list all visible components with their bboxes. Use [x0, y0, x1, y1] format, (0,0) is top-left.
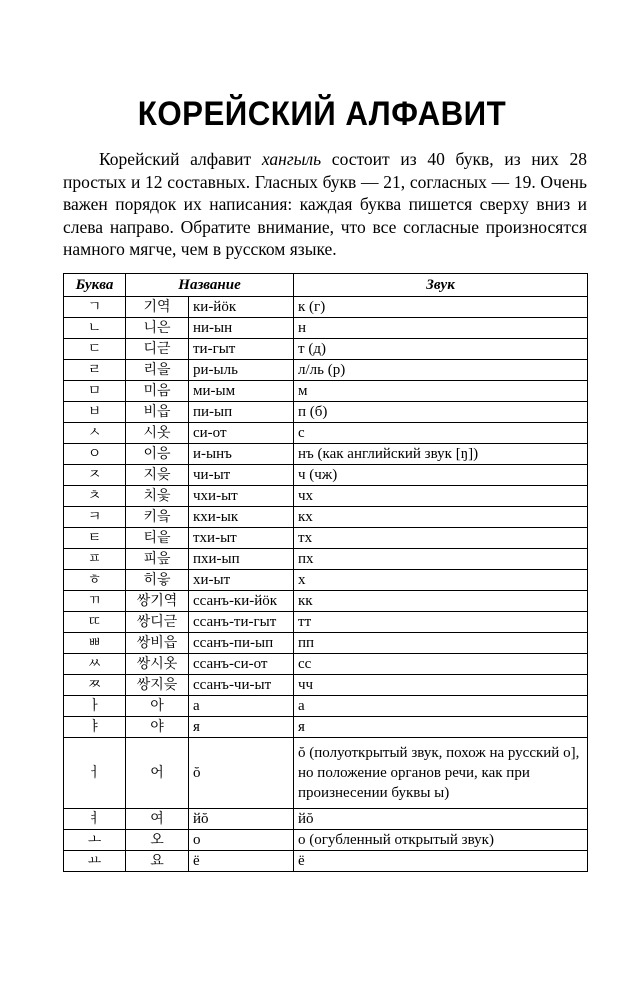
name-cell: йŏ [189, 809, 294, 830]
table-row [64, 830, 588, 851]
hangul-cell: 여 [126, 809, 189, 830]
name-cell: ссанъ-чи-ыт [189, 675, 294, 696]
name-cell: и-ынъ [189, 444, 294, 465]
header-name: Название [126, 274, 294, 297]
table-row [64, 738, 588, 809]
hangul-cell: 오 [126, 830, 189, 851]
name-cell: ссанъ-пи-ып [189, 633, 294, 654]
letter-cell: ㅌ [64, 528, 126, 549]
sound-cell: сс [294, 654, 588, 675]
name-cell: ё [189, 851, 294, 872]
hangul-cell: 피읖 [126, 549, 189, 570]
name-cell: а [189, 696, 294, 717]
sound-cell: м [294, 381, 588, 402]
sound-cell: ŏ (полуоткрытый звук, похож на русский о], но положение органов речи, как при произнесении буквы ы) [294, 738, 588, 809]
name-cell: чи-ыт [189, 465, 294, 486]
name-cell: ки-йӧк [189, 297, 294, 318]
hangul-cell: 쌍비읍 [126, 633, 189, 654]
name-cell: я [189, 717, 294, 738]
intro-text-rest: состоит из 40 букв, из них 28 простых и 12 составных. Гласных букв — 21, согласных — 19. Очень важен порядок их написания: каждая буква пишется сверху вниз и слева направо. Обратите внимание, что все согласные произносятся намного мягче, чем в русском языке. [63, 149, 587, 259]
hangul-cell: 치읓 [126, 486, 189, 507]
name-cell: ни-ын [189, 318, 294, 339]
intro-text-start: Корейский алфавит [99, 149, 262, 169]
table-row [64, 402, 588, 423]
letter-cell: ㅆ [64, 654, 126, 675]
sound-cell: т (д) [294, 339, 588, 360]
letter-cell: ㄱ [64, 297, 126, 318]
letter-cell: ㄲ [64, 591, 126, 612]
table-row [64, 444, 588, 465]
table-row [64, 570, 588, 591]
table-row [64, 507, 588, 528]
hangul-cell: 비읍 [126, 402, 189, 423]
hangul-cell: 리을 [126, 360, 189, 381]
letter-cell: ㅋ [64, 507, 126, 528]
table-row [64, 381, 588, 402]
letter-cell: ㅍ [64, 549, 126, 570]
name-cell: ти-гыт [189, 339, 294, 360]
letter-cell: ㅊ [64, 486, 126, 507]
hangul-cell: 어 [126, 738, 189, 809]
sound-cell: чч [294, 675, 588, 696]
table-row [64, 423, 588, 444]
hangul-cell: 지읒 [126, 465, 189, 486]
sound-cell: п (б) [294, 402, 588, 423]
table-row [64, 486, 588, 507]
sound-cell: тх [294, 528, 588, 549]
table-row [64, 297, 588, 318]
sound-cell: пх [294, 549, 588, 570]
name-cell: хи-ыт [189, 570, 294, 591]
sound-cell: пп [294, 633, 588, 654]
table-row [64, 696, 588, 717]
table-row [64, 549, 588, 570]
name-cell: ссанъ-ки-йӧк [189, 591, 294, 612]
sound-cell: ч (чж) [294, 465, 588, 486]
table-row [64, 654, 588, 675]
letter-cell: ㄸ [64, 612, 126, 633]
name-cell: о [189, 830, 294, 851]
table-row [64, 633, 588, 654]
hangul-cell: 디귿 [126, 339, 189, 360]
table-row [64, 675, 588, 696]
name-cell: ри-ыль [189, 360, 294, 381]
table-row [64, 851, 588, 872]
letter-cell: ㄴ [64, 318, 126, 339]
table-row [64, 717, 588, 738]
letter-cell: ㅃ [64, 633, 126, 654]
intro-term: хангыль [261, 149, 322, 169]
name-cell: тхи-ыт [189, 528, 294, 549]
letter-cell: ㅓ [64, 738, 126, 809]
table-row [64, 360, 588, 381]
page-title: КОРЕЙСКИЙ АЛФАВИТ [137, 95, 507, 133]
letter-cell: ㅇ [64, 444, 126, 465]
sound-cell: с [294, 423, 588, 444]
letter-cell: ㄹ [64, 360, 126, 381]
name-cell: пхи-ып [189, 549, 294, 570]
table-row [64, 528, 588, 549]
sound-cell: х [294, 570, 588, 591]
table-header-row [64, 274, 588, 297]
name-cell: чхи-ыт [189, 486, 294, 507]
sound-cell: кх [294, 507, 588, 528]
name-cell: ŏ [189, 738, 294, 809]
table-row [64, 339, 588, 360]
hangul-cell: 아 [126, 696, 189, 717]
hangul-cell: 티읕 [126, 528, 189, 549]
hangul-cell: 시옷 [126, 423, 189, 444]
sound-cell: тт [294, 612, 588, 633]
letter-cell: ㅛ [64, 851, 126, 872]
name-cell: кхи-ык [189, 507, 294, 528]
letter-cell: ㅅ [64, 423, 126, 444]
letter-cell: ㅂ [64, 402, 126, 423]
letter-cell: ㅏ [64, 696, 126, 717]
sound-cell: о (огубленный открытый звук) [294, 830, 588, 851]
table-body [64, 297, 588, 872]
name-cell: ссанъ-ти-гыт [189, 612, 294, 633]
hangul-cell: 히읗 [126, 570, 189, 591]
sound-cell: л/ль (р) [294, 360, 588, 381]
table-row [64, 318, 588, 339]
table-row [64, 612, 588, 633]
name-cell: ми-ым [189, 381, 294, 402]
sound-cell: н [294, 318, 588, 339]
sound-cell: а [294, 696, 588, 717]
hangul-cell: 미음 [126, 381, 189, 402]
hangul-cell: 쌍기역 [126, 591, 189, 612]
table-row [64, 809, 588, 830]
table-row [64, 465, 588, 486]
letter-cell: ㅉ [64, 675, 126, 696]
letter-cell: ㅎ [64, 570, 126, 591]
header-sound: Звук [294, 274, 588, 297]
intro-paragraph [63, 148, 587, 261]
hangul-cell: 쌍지읒 [126, 675, 189, 696]
letter-cell: ㅑ [64, 717, 126, 738]
hangul-cell: 이응 [126, 444, 189, 465]
header-letter: Буква [64, 274, 126, 297]
sound-cell: нъ (как английский звук [ŋ]) [294, 444, 588, 465]
name-cell: ссанъ-си-от [189, 654, 294, 675]
hangul-cell: 요 [126, 851, 189, 872]
letter-cell: ㅕ [64, 809, 126, 830]
sound-cell: йŏ [294, 809, 588, 830]
sound-cell: ё [294, 851, 588, 872]
letter-cell: ㅁ [64, 381, 126, 402]
name-cell: си-от [189, 423, 294, 444]
hangul-cell: 쌍디귿 [126, 612, 189, 633]
sound-cell: я [294, 717, 588, 738]
hangul-cell: 니은 [126, 318, 189, 339]
letter-cell: ㄷ [64, 339, 126, 360]
alphabet-table [63, 273, 588, 872]
sound-cell: к (г) [294, 297, 588, 318]
hangul-cell: 야 [126, 717, 189, 738]
hangul-cell: 쌍시옷 [126, 654, 189, 675]
sound-cell: чх [294, 486, 588, 507]
hangul-cell: 키읔 [126, 507, 189, 528]
letter-cell: ㅗ [64, 830, 126, 851]
table-row [64, 591, 588, 612]
name-cell: пи-ып [189, 402, 294, 423]
hangul-cell: 기역 [126, 297, 189, 318]
sound-cell: кк [294, 591, 588, 612]
letter-cell: ㅈ [64, 465, 126, 486]
